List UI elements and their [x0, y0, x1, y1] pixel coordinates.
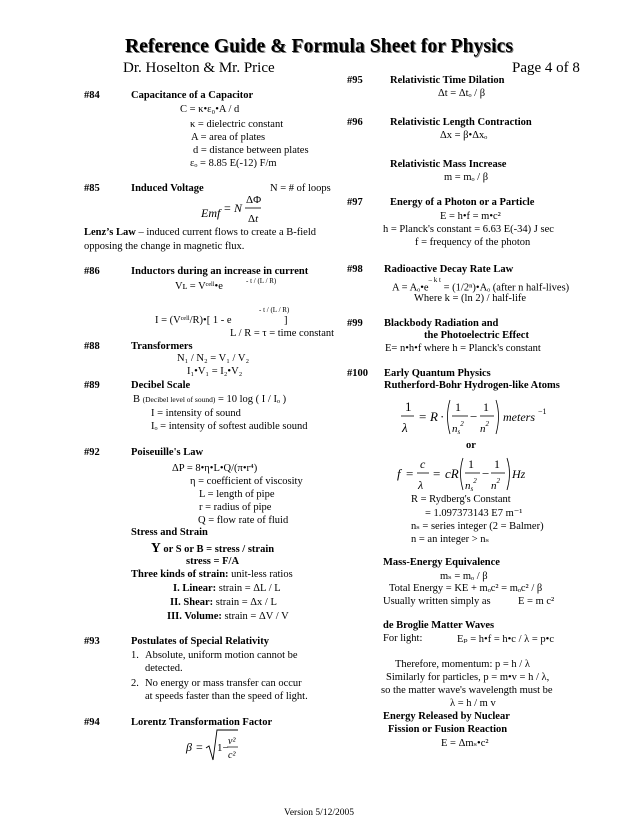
- svg-text:1: 1: [455, 400, 461, 414]
- formula: Total Energy = KE + mₒc² = mₒc² / β: [389, 583, 543, 594]
- strain-formula: strain = ΔV / V: [221, 611, 289, 622]
- definition: κ = dielectric constant: [190, 119, 284, 130]
- strain-formula: strain = Δx / L: [213, 597, 277, 608]
- strain-kinds: [131, 569, 293, 580]
- svg-text:·: ·: [440, 409, 445, 424]
- list-marker: 1.: [131, 650, 139, 661]
- svg-text:n2: $n^2$: [480, 420, 489, 435]
- formula: E= n•h•f where h = Planck's constant: [385, 343, 541, 354]
- section-heading: Inductors during an increase in current: [131, 266, 309, 277]
- svg-text:meters: meters: [503, 410, 535, 424]
- section-heading: Fission or Fusion Reaction: [388, 724, 508, 735]
- svg-text:ns2: $ns^2$: [465, 477, 477, 493]
- formula: λ = h / m v: [450, 698, 496, 709]
- formula: Δt = Δtₒ / β: [438, 88, 486, 99]
- lenz-law: [84, 227, 316, 238]
- list-item: at speeds faster than the speed of light.: [145, 691, 308, 702]
- lenz-text: opposing the change in magnetic flux.: [84, 241, 245, 252]
- formula: m = mₒ / β: [444, 172, 489, 183]
- definition: Q = flow rate of fluid: [198, 515, 289, 526]
- rydberg-formula: [392, 394, 552, 440]
- strain-linear: [173, 583, 281, 594]
- authors: Dr. Hoselton & Mr. Price: [123, 60, 275, 76]
- svg-text:v²: v²: [228, 736, 236, 747]
- list-item: Absolute, uniform motion cannot be: [145, 650, 298, 661]
- page-number: Page 4 of 8: [512, 60, 580, 76]
- formula: [151, 540, 274, 556]
- section-heading: Energy Released by Nuclear: [383, 711, 510, 722]
- formula: E = h•f = m•c²: [440, 211, 501, 222]
- svg-text:cR: cR: [445, 466, 459, 481]
- youngs-modulus-symbol: Y: [151, 540, 161, 555]
- decay-formula: A = Aₒ•e: [392, 282, 429, 294]
- svg-text:=: =: [406, 466, 414, 481]
- formula-note: Usually written simply as: [383, 596, 491, 607]
- item-number: #95: [347, 75, 363, 86]
- svg-text:=: =: [224, 201, 231, 215]
- formula: E = m c²: [518, 596, 555, 607]
- item-number: #98: [347, 264, 363, 275]
- list-marker: 2.: [131, 678, 139, 689]
- formula: Vʟ = Vᶜᵉˡˡ•e: [175, 281, 223, 292]
- strain-kinds-heading: Three kinds of strain:: [131, 569, 229, 580]
- definition: R = Rydberg's Constant: [411, 494, 511, 505]
- svg-text:Hz: Hz: [512, 467, 525, 481]
- definition: I = intensity of sound: [151, 408, 241, 419]
- svg-text:1: 1: [468, 457, 474, 471]
- definition: Where k = (ln 2) / half-life: [414, 293, 527, 304]
- strain-kinds-note: unit-less ratios: [228, 569, 293, 580]
- definition: d = distance between plates: [193, 145, 309, 156]
- strain-shear: [170, 597, 277, 608]
- svg-text:=: =: [419, 409, 427, 424]
- exponent: - t / (L / R): [246, 277, 277, 285]
- section-heading: Energy of a Photon or a Particle: [390, 197, 535, 208]
- svg-text:n2: $n^2$: [491, 477, 500, 492]
- definition: f = frequency of the photon: [415, 237, 531, 248]
- formula: [392, 276, 570, 294]
- lenz-text: – induced current flows to create a B-field: [135, 227, 317, 238]
- svg-text:ns2: $ns^2$: [452, 420, 464, 436]
- formula: Δx = β•Δxₒ: [440, 130, 488, 141]
- stress-strain-formula: or S or B = stress / strain: [160, 544, 275, 555]
- svg-text:−1: −1: [538, 407, 547, 416]
- decibel-symbol: B: [133, 394, 141, 405]
- svg-text:λ: λ: [418, 478, 424, 492]
- section-heading: Transformers: [131, 341, 193, 352]
- page-title: Reference Guide & Formula Sheet for Physics: [124, 36, 514, 57]
- svg-text:=: =: [433, 466, 441, 481]
- formula: I₁•V₁ = I₂•V₂: [187, 366, 243, 377]
- section-heading: Early Quantum Physics: [384, 368, 491, 379]
- strain-label: I. Linear:: [173, 583, 217, 594]
- list-item: No energy or mass transfer can occur: [145, 678, 302, 689]
- section-heading: Relativistic Mass Increase: [390, 159, 507, 170]
- svg-text:Δt: Δt: [248, 213, 259, 225]
- item-number: #86: [84, 266, 100, 277]
- formula: Similarly for particles, p = m•v = h / λ,: [386, 672, 550, 683]
- svg-text:β: β: [186, 740, 192, 754]
- formula: mₛ = mₒ / β: [440, 571, 488, 582]
- section-heading: Poiseuille's Law: [131, 447, 204, 458]
- svg-text:ΔΦ: ΔΦ: [246, 194, 262, 206]
- definition: L = length of pipe: [199, 489, 275, 500]
- section-heading: Lorentz Transformation Factor: [131, 717, 273, 728]
- section-heading: Rutherford-Bohr Hydrogen-like Atoms: [384, 380, 560, 391]
- svg-text:=: =: [196, 740, 203, 754]
- bracket: ]: [284, 315, 288, 326]
- item-number: #84: [84, 90, 100, 101]
- section-heading: Relativistic Length Contraction: [390, 117, 532, 128]
- label: For light:: [383, 633, 423, 644]
- item-number: #97: [347, 197, 363, 208]
- decibel-formula: = 10 log ( I / Iₒ ): [217, 394, 287, 405]
- item-number: #88: [84, 341, 100, 352]
- formula: Therefore, momentum: p = h / λ: [395, 659, 530, 670]
- section-heading: Mass-Energy Equivalence: [383, 557, 500, 568]
- section-heading: Decibel Scale: [131, 380, 191, 391]
- text: so the matter wave's wavelength must be: [381, 685, 553, 696]
- svg-text:1−: 1−: [217, 742, 229, 754]
- section-heading: Induced Voltage: [131, 183, 204, 194]
- exponent: - t / (L / R): [259, 306, 290, 314]
- section-heading: Radioactive Decay Rate Law: [384, 264, 514, 275]
- svg-text:1: 1: [483, 400, 489, 414]
- strain-formula: strain = ΔL / L: [216, 583, 281, 594]
- formula: N₁ / N₂ = V₁ / V₂: [177, 353, 250, 364]
- formula: Eₚ = h•f = h•c / λ = p•c: [457, 634, 554, 645]
- svg-text:c²: c²: [228, 750, 236, 761]
- definition: nₛ = series integer (2 = Balmer): [411, 521, 544, 532]
- item-number: #89: [84, 380, 100, 391]
- formula: [133, 394, 286, 405]
- decibel-note: (Decibel level of sound): [142, 395, 216, 404]
- definition: η = coefficient of viscosity: [190, 476, 303, 487]
- item-number: #92: [84, 447, 100, 458]
- definition: A = area of plates: [191, 132, 266, 143]
- item-number: #100: [347, 368, 368, 379]
- svg-text:f: f: [397, 466, 401, 481]
- lenz-heading: Lenz’s Law: [84, 227, 136, 238]
- section-heading: Relativistic Time Dilation: [390, 75, 505, 86]
- definition: N = # of loops: [270, 183, 331, 194]
- exponent: – k t: [428, 276, 441, 284]
- footer-version: Version 5/12/2005: [284, 808, 354, 818]
- strain-label: III. Volume:: [167, 611, 222, 622]
- svg-text:c: c: [420, 457, 426, 471]
- svg-text:−: −: [482, 466, 490, 481]
- svg-text:1: 1: [405, 399, 412, 414]
- subheading: Stress and Strain: [131, 527, 208, 538]
- item-number: #96: [347, 117, 363, 128]
- strain-label: II. Shear:: [170, 597, 214, 608]
- item-number: #94: [84, 717, 100, 728]
- formula: stress = F/A: [186, 556, 240, 567]
- definition: n = an integer > nₛ: [411, 534, 490, 545]
- formula: Emf: [201, 206, 221, 220]
- strain-volume: [167, 611, 289, 622]
- formula: ΔP = 8•η•L•Q/(π•r⁴): [172, 463, 258, 474]
- section-heading: Postulates of Special Relativity: [131, 636, 269, 647]
- section-heading: de Broglie Matter Waves: [383, 620, 495, 631]
- faraday-fraction: [222, 192, 262, 226]
- svg-text:λ: λ: [402, 420, 408, 435]
- section-heading: the Photoelectric Effect: [424, 330, 529, 341]
- definition: = 1.097373143 E7 m⁻¹: [425, 508, 523, 519]
- svg-text:R: R: [430, 409, 438, 424]
- item-number: #99: [347, 318, 363, 329]
- decay-formula: = (1/2ⁿ)•Aₒ (after n half-lives): [441, 282, 570, 294]
- definition: r = radius of pipe: [199, 502, 272, 513]
- list-item: detected.: [145, 663, 183, 674]
- formula: I = (Vᶜᵉˡˡ/R)•[ 1 - e: [155, 315, 232, 326]
- svg-text:1: 1: [494, 457, 500, 471]
- formula: C = κ•ε₀•A / d: [180, 104, 240, 115]
- definition: Iₒ = intensity of softest audible sound: [151, 421, 308, 432]
- svg-text:−: −: [470, 409, 478, 424]
- item-number: #93: [84, 636, 100, 647]
- item-number: #85: [84, 183, 100, 194]
- definition: h = Planck's constant = 6.63 E(-34) J sec: [383, 224, 554, 235]
- section-heading: Blackbody Radiation and: [384, 318, 499, 329]
- definition: L / R = τ = time constant: [230, 328, 335, 339]
- frequency-formula: [395, 452, 525, 496]
- section-heading: Capacitance of a Capacitor: [131, 90, 254, 101]
- conjunction: or: [466, 440, 476, 451]
- formula: E = Δmₛ•c²: [441, 738, 489, 749]
- svg-text:N: N: [234, 201, 243, 215]
- definition: εₒ = 8.85 E(-12) F/m: [190, 158, 277, 169]
- lorentz-formula: [184, 726, 240, 766]
